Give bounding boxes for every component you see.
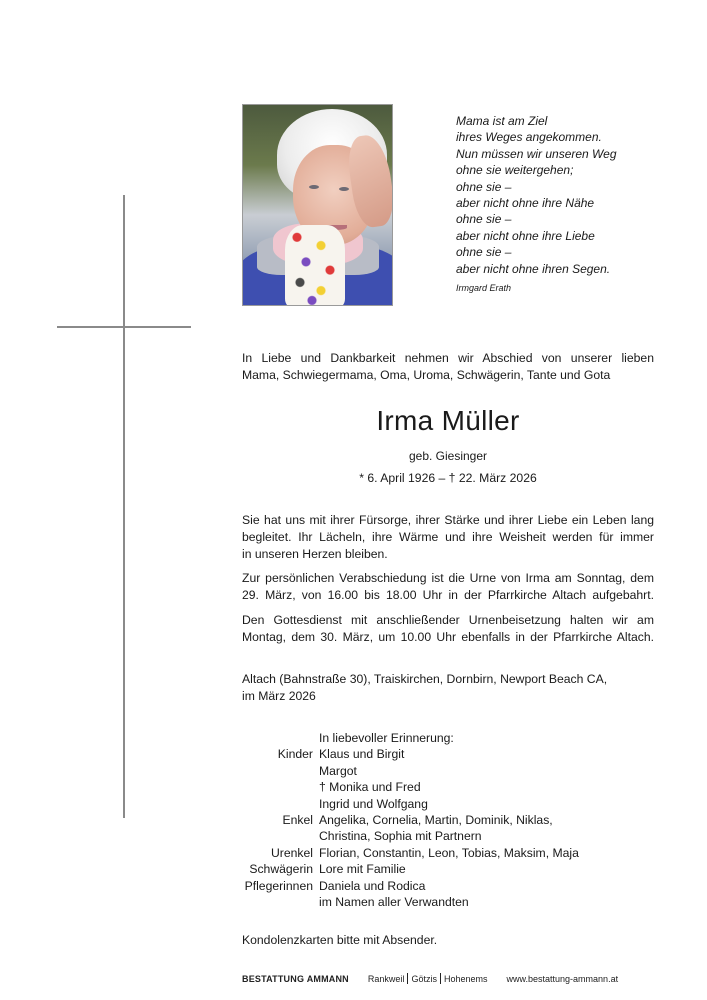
paragraph-line: begleitet. Ihr Lächeln, ihre Wärme und ihre Weisheit werden für immer	[242, 530, 654, 545]
family-row	[242, 796, 579, 812]
poem	[456, 113, 676, 296]
family-label: Pflegerinnen	[244, 878, 313, 893]
portrait-photo	[242, 104, 393, 306]
website-link[interactable]: www.bestattung-ammann.at	[506, 974, 619, 984]
location-goetzis: Götzis	[411, 974, 437, 984]
family-value: im Namen aller Verwandten	[319, 895, 469, 910]
family-row	[242, 828, 579, 844]
cross-icon-horizontal	[57, 326, 191, 328]
poem-line: ohne sie –	[456, 212, 512, 227]
maiden-name: geb. Giesinger	[408, 449, 488, 463]
divider	[440, 973, 441, 984]
paragraph-tribute	[242, 512, 654, 564]
family-list	[242, 730, 579, 910]
poem-line: Mama ist am Ziel	[456, 114, 548, 128]
family-label	[242, 796, 319, 812]
poem-line: ohne sie weitergehen;	[456, 163, 574, 178]
family-row	[242, 746, 579, 762]
family-row	[242, 812, 579, 828]
family-label	[242, 894, 319, 910]
paragraph-line: Sie hat uns mit ihrer Fürsorge, ihrer Stärke und ihrer Liebe ein Leben lang	[242, 513, 654, 527]
family-value: Klaus und Birgit	[319, 747, 405, 762]
family-value: Florian, Constantin, Leon, Tobias, Maksim, Maja	[319, 845, 579, 860]
photo-scarf	[285, 225, 345, 306]
poem-line: ohne sie –	[456, 179, 512, 194]
photo-eye	[309, 185, 319, 189]
family-row	[242, 861, 579, 877]
place-line: Altach (Bahnstraße 30), Traiskirchen, Dornbirn, Newport Beach CA,	[242, 672, 608, 686]
paragraph-line: Montag, dem 30. März, um 10.00 Uhr ebenfalls in der Pfarrkirche Altach.	[242, 630, 654, 645]
divider	[407, 973, 408, 984]
family-value: Margot	[319, 763, 357, 778]
brand-name-part1: BESTATTUNG	[242, 974, 305, 984]
family-value: Lore mit Familie	[319, 862, 406, 877]
family-label: Kinder	[277, 747, 313, 762]
poem-line: aber nicht ohne ihre Liebe	[456, 228, 595, 243]
paragraph-viewing	[242, 570, 654, 604]
family-value: Daniela und Rodica	[319, 878, 426, 893]
poem-line: aber nicht ohne ihren Segen.	[456, 261, 611, 276]
family-heading: In liebevoller Erinnerung:	[319, 731, 454, 745]
poem-author: Irmgard Erath	[456, 283, 512, 294]
family-row	[242, 878, 579, 894]
footer	[242, 973, 618, 984]
paragraph-line: 29. März, von 16.00 bis 18.00 Uhr in der Pfarrkirche Altach aufgebahrt.	[242, 588, 654, 603]
family-row	[242, 779, 579, 795]
poem-line: ihres Weges angekommen.	[456, 130, 602, 145]
family-value: Christina, Sophia mit Partnern	[319, 829, 482, 844]
paragraph-line: Zur persönlichen Verabschiedung ist die Urne von Irma am Sonntag, dem	[242, 571, 654, 585]
brand-name-part2: AMMANN	[306, 974, 349, 984]
family-heading-row	[242, 730, 579, 746]
family-label: Enkel	[282, 813, 313, 828]
life-dates: * 6. April 1926 – † 22. März 2026	[359, 471, 537, 485]
place-and-date	[242, 671, 662, 705]
paragraph-line: Den Gottesdienst mit anschließender Urnenbeisetzung halten wir am	[242, 613, 654, 627]
paragraph-service	[242, 612, 654, 646]
location-rankweil: Rankweil	[367, 974, 405, 984]
family-label: Urenkel	[271, 845, 313, 860]
intro-line-2: Mama, Schwiegermama, Oma, Uroma, Schwägerin, Tante und Gota	[242, 368, 611, 382]
photo-eye	[339, 187, 349, 191]
family-label	[242, 779, 319, 795]
family-row	[242, 763, 579, 779]
family-row	[242, 845, 579, 861]
poem-line: Nun müssen wir unseren Weg	[456, 146, 617, 161]
date-line: im März 2026	[242, 689, 316, 703]
intro-line-1: In Liebe und Dankbarkeit nehmen wir Abschied von unserer lieben	[242, 351, 654, 365]
family-label: Schwägerin	[249, 862, 313, 877]
cross-icon-vertical	[123, 195, 125, 818]
location-hohenems: Hohenems	[443, 974, 488, 984]
family-label	[242, 828, 319, 844]
deceased-name: Irma Müller	[376, 405, 520, 436]
family-value: Ingrid und Wolfgang	[319, 796, 428, 811]
poem-line: ohne sie –	[456, 245, 512, 260]
poem-line: aber nicht ohne ihre Nähe	[456, 196, 595, 211]
family-value: Angelika, Cornelia, Martin, Dominik, Niklas,	[319, 813, 553, 828]
intro-text	[242, 350, 654, 384]
paragraph-line: in unseren Herzen bleiben.	[242, 547, 388, 562]
family-row	[242, 894, 579, 910]
family-label	[242, 763, 319, 779]
family-value: † Monika und Fred	[319, 780, 421, 795]
condolence-note: Kondolenzkarten bitte mit Absender.	[242, 933, 438, 947]
